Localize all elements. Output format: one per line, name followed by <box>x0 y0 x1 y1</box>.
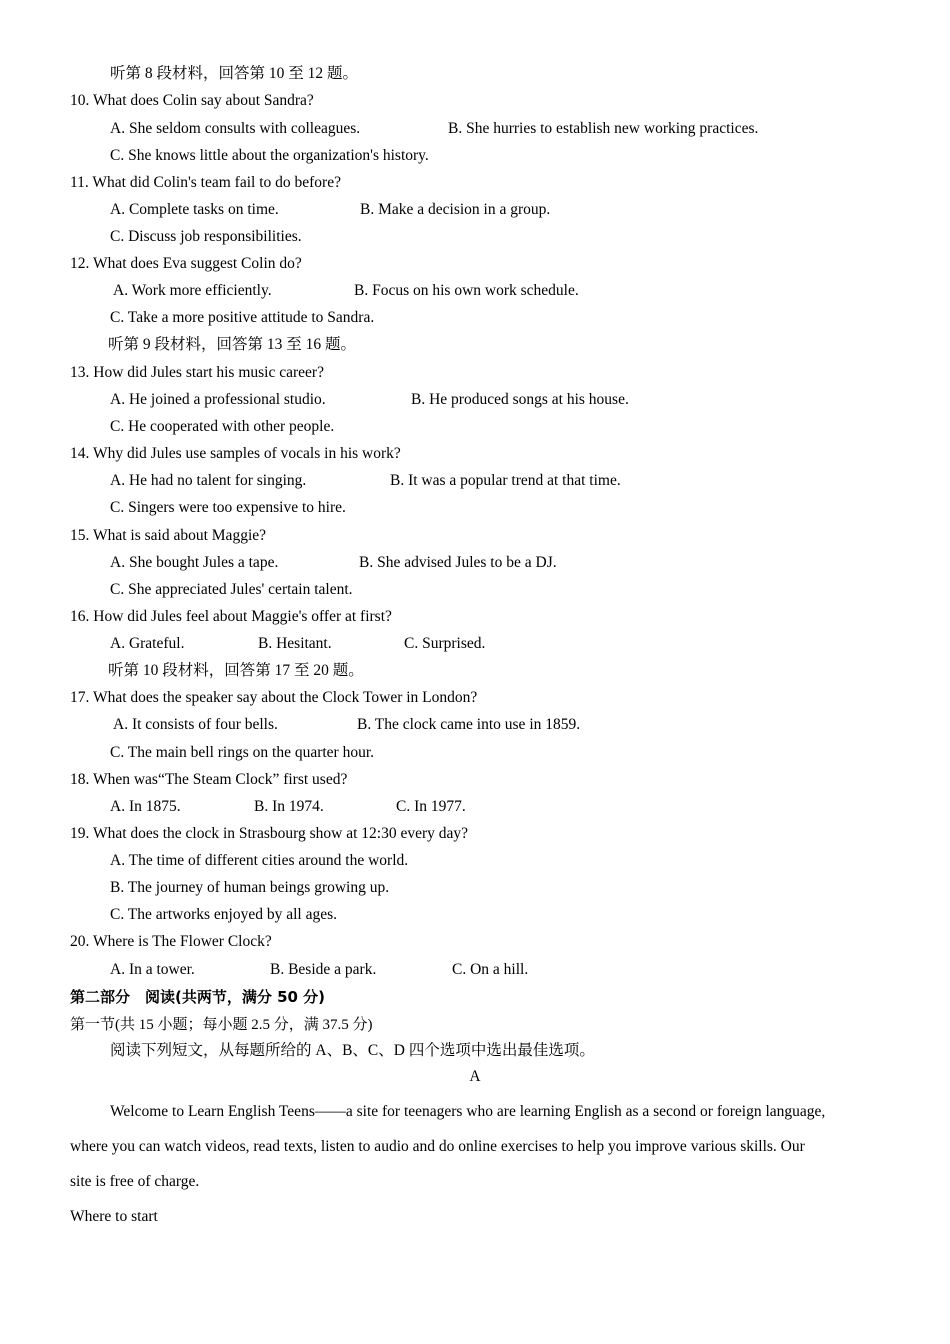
option-12-a: A. Work more efficiently. <box>113 282 272 299</box>
question-13: 13. How did Jules start his music career? <box>70 364 324 381</box>
question-18: 18. When was“The Steam Clock” first used? <box>70 771 348 788</box>
option-13-a: A. He joined a professional studio. <box>110 391 326 408</box>
section-9-instruction: 听第 9 段材料，回答第 13 至 16 题。 <box>108 336 357 353</box>
option-10-c: C. She knows little about the organization's history. <box>110 147 429 164</box>
option-15-b: B. She advised Jules to be a DJ. <box>359 554 557 571</box>
passage-label: A <box>469 1068 481 1085</box>
option-20-b: B. Beside a park. <box>270 961 377 978</box>
question-16: 16. How did Jules feel about Maggie's offer at first? <box>70 608 392 625</box>
option-13-c: C. He cooperated with other people. <box>110 418 335 435</box>
option-19-b: B. The journey of human beings growing up. <box>110 879 390 896</box>
question-19: 19. What does the clock in Strasbourg show at 12:30 every day? <box>70 825 469 842</box>
option-16-b: B. Hesitant. <box>258 635 332 652</box>
option-18-a: A. In 1875. <box>110 798 181 815</box>
option-20-c: C. On a hill. <box>452 961 529 978</box>
question-10: 10. What does Colin say about Sandra? <box>70 92 314 109</box>
option-12-c: C. Take a more positive attitude to Sandra. <box>110 309 375 326</box>
option-18-b: B. In 1974. <box>254 798 324 815</box>
option-19-a: A. The time of different cities around the world. <box>110 852 409 869</box>
question-15: 15. What is said about Maggie? <box>70 527 267 544</box>
section-8-instruction: 听第 8 段材料，回答第 10 至 12 题。 <box>110 65 359 82</box>
option-19-c: C. The artworks enjoyed by all ages. <box>110 906 337 923</box>
section-10-instruction: 听第 10 段材料，回答第 17 至 20 题。 <box>108 662 364 679</box>
question-14: 14. Why did Jules use samples of vocals in his work? <box>70 445 401 462</box>
question-20: 20. Where is The Flower Clock? <box>70 933 272 950</box>
question-12: 12. What does Eva suggest Colin do? <box>70 255 302 272</box>
passage-line-2: where you can watch videos, read texts, listen to audio and do online exercises to help you improve various skills. Our <box>70 1138 805 1155</box>
part-2-subsection: 第一节(共 15 小题；每小题 2.5 分，满 37.5 分) <box>70 1017 373 1033</box>
option-11-c: C. Discuss job responsibilities. <box>110 228 302 245</box>
option-11-b: B. Make a decision in a group. <box>360 201 551 218</box>
option-18-c: C. In 1977. <box>396 798 466 815</box>
option-16-c: C. Surprised. <box>404 635 486 652</box>
option-20-a: A. In a tower. <box>110 961 195 978</box>
option-15-a: A. She bought Jules a tape. <box>110 554 279 571</box>
option-17-b: B. The clock came into use in 1859. <box>357 716 581 733</box>
option-17-c: C. The main bell rings on the quarter hour. <box>110 744 375 761</box>
passage-line-1: Welcome to Learn English Teens——a site for teenagers who are learning English as a second or foreign language, <box>110 1103 826 1120</box>
question-11: 11. What did Colin's team fail to do before? <box>70 174 341 191</box>
option-16-a: A. Grateful. <box>110 635 185 652</box>
option-10-a: A. She seldom consults with colleagues. <box>110 120 361 137</box>
where-to-start-heading: Where to start <box>70 1208 158 1225</box>
passage-line-3: site is free of charge. <box>70 1173 200 1190</box>
option-13-b: B. He produced songs at his house. <box>411 391 629 408</box>
option-12-b: B. Focus on his own work schedule. <box>354 282 579 299</box>
part-2-title: 第二部分 阅读(共两节，满分 50 分) <box>70 988 326 1006</box>
option-17-a: A. It consists of four bells. <box>113 716 278 733</box>
option-14-c: C. Singers were too expensive to hire. <box>110 499 346 516</box>
question-17: 17. What does the speaker say about the Clock Tower in London? <box>70 689 478 706</box>
option-10-b: B. She hurries to establish new working practices. <box>448 120 759 137</box>
option-14-b: B. It was a popular trend at that time. <box>390 472 621 489</box>
option-15-c: C. She appreciated Jules' certain talent. <box>110 581 353 598</box>
option-14-a: A. He had no talent for singing. <box>110 472 307 489</box>
option-11-a: A. Complete tasks on time. <box>110 201 279 218</box>
part-2-instruction: 阅读下列短文，从每题所给的 A、B、C、D 四个选项中选出最佳选项。 <box>110 1042 595 1059</box>
